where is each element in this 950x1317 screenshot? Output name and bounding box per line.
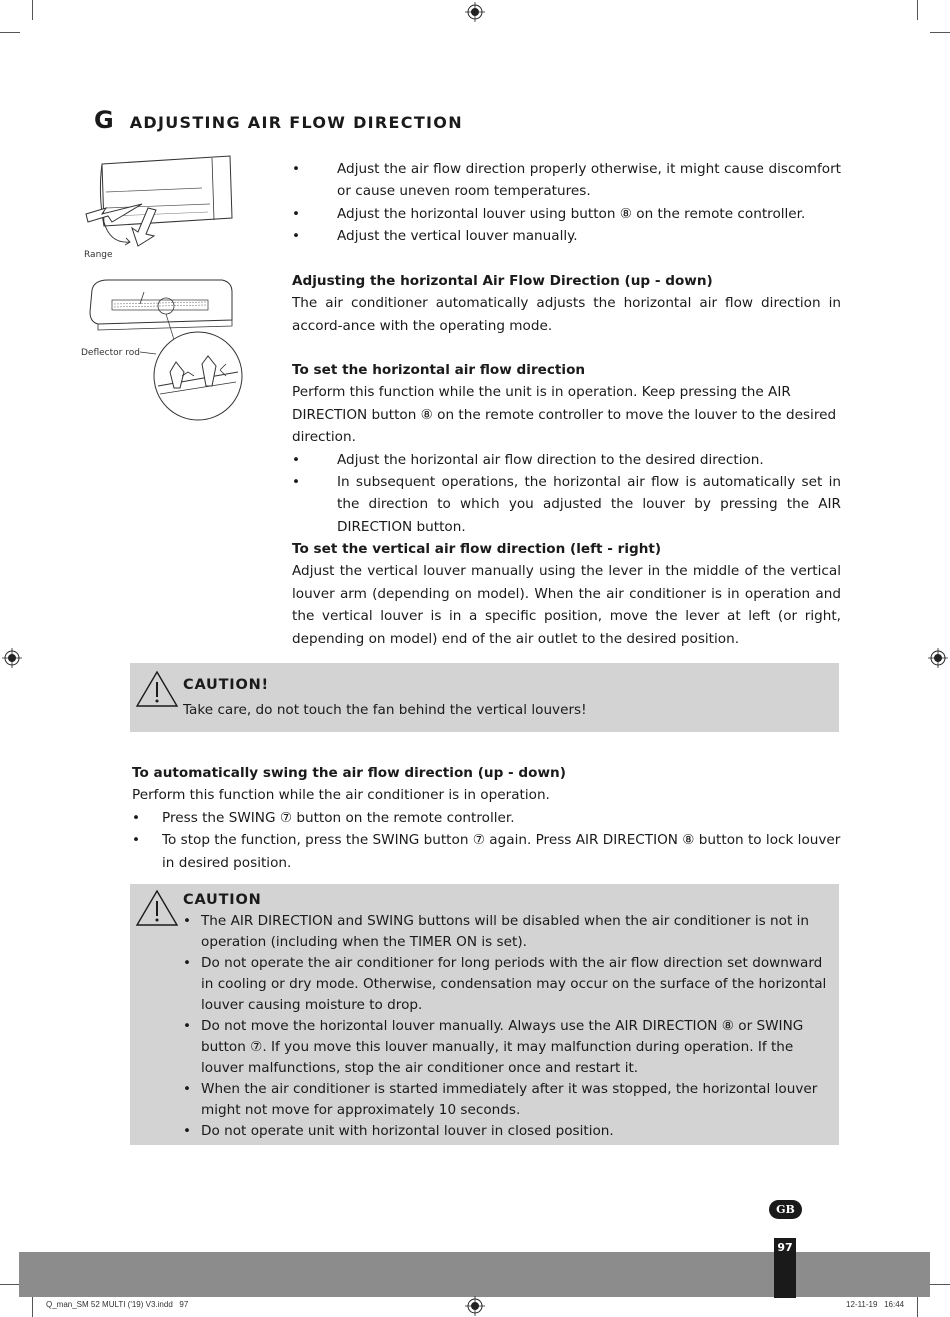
bullet-icon: • [132,832,141,849]
section-swing [132,762,841,874]
paragraph: Adjust the vertical louver manually using the lever in the middle of the vertical louver arm (depending on model). When the air conditioner is in operation and the vertical louver is in a specific position, move the lever at left (or right, depending on model) end of the air outlet to the desired position. [292,563,841,647]
paragraph: The air conditioner automatically adjusts the horizontal air flow direction in accord-ance with the operating mode. [292,295,841,334]
bullet-icon: • [132,809,141,826]
crop-mark [930,1284,950,1285]
file-name: Q_man_SM 52 MULTI ('19) V3.indd 97 [46,1300,189,1309]
caution-title: CAUTION [183,892,262,908]
warning-triangle-icon [135,889,179,927]
list-item: • Adjust the horizontal louver using button ⑧ on the remote controller. [292,203,841,225]
registration-mark-icon [928,648,948,668]
deflector-rod-label: Deflector rod [81,348,140,358]
language-badge: GB [769,1200,802,1219]
warning-triangle-icon [135,670,179,708]
page-number: 97 [777,1241,793,1254]
list-item: • When the air conditioner is started immediately after it was stopped, the horizontal louver might not move for approximately 10 seconds. [183,1079,833,1121]
list-item: • The AIR DIRECTION and SWING buttons will be disabled when the air conditioner is not in operation (including when the TIMER ON is set). [183,911,833,953]
range-label: Range [84,250,113,260]
crop-mark [917,0,918,20]
paragraph: Perform this function while the unit is in operation. Keep pressing the AIR DIRECTION button ⑧ on the remote controller to move the louver to the desired direction. [292,384,837,446]
subsection-title: Adjusting the horizontal Air Flow Direction (up - down) [292,273,713,289]
bullet-icon: • [292,228,301,245]
ac-unit-range-illustration [82,152,242,252]
intro-bullet-list [292,158,841,248]
list-item: • Press the SWING ⑦ button on the remote controller. [132,807,841,829]
subsection-title: To set the vertical air flow direction (left - right) [292,541,662,557]
caution-text: Take care, do not touch the fan behind the vertical louvers! [183,702,587,718]
bullet-icon: • [292,161,301,177]
crop-mark [930,32,950,33]
list-item: • Adjust the vertical louver manually. [292,225,841,247]
bullet-icon: • [292,205,301,222]
bullet-icon: • [183,1123,192,1139]
crop-mark [0,1284,20,1285]
list-item: • Do not operate unit with horizontal louver in closed position. [183,1121,833,1142]
crop-mark [32,1297,33,1317]
bullet-icon: • [183,1018,192,1034]
caution-title: CAUTION! [183,677,269,693]
deflector-rod-illustration [84,276,244,446]
registration-mark-icon [465,1296,485,1316]
page-number-tab [774,1238,796,1298]
bullet-icon: • [183,1081,192,1097]
page-title: ADJUSTING AIR FLOW DIRECTION [129,113,463,132]
section-heading [94,106,463,134]
list-item: • Adjust the air flow direction properly otherwise, it might cause discomfort or cause uneven room temperatures. [292,158,841,203]
registration-mark-icon [465,2,485,22]
list-item: • To stop the function, press the SWING button ⑦ again. Press AIR DIRECTION ⑧ button to lock louver in desired position. [132,829,841,874]
list-item: • Do not operate the air conditioner for long periods with the air flow direction set downward in cooling or dry mode. Otherwise, condensation may occur on the surface of the horizontal louver causing moisture to drop. [183,953,833,1016]
date-time: 12-11-19 16:44 [846,1300,905,1309]
bullet-icon: • [292,451,301,468]
bullet-icon: • [183,913,192,929]
paragraph: Perform this function while the air conditioner is in operation. [132,787,550,804]
caution-box [130,663,839,732]
list-item: • In subsequent operations, the horizontal air flow is automatically set in the direction to which you adjusted the louver by pressing the AIR DIRECTION button. [292,471,841,538]
section-horizontal [292,270,841,337]
crop-mark [917,1297,918,1317]
list-item: • Do not move the horizontal louver manually. Always use the AIR DIRECTION ⑧ or SWING button ⑦. If you move this louver manually, it may malfunction during operation. If the louver malfunctions, stop the air conditioner once and restart it. [183,1016,833,1079]
list-item: • Adjust the horizontal air flow direction to the desired direction. [292,449,841,471]
subsection-title: To set the horizontal air flow direction [292,362,586,378]
caution-box [130,884,839,1145]
registration-mark-icon [2,648,22,668]
section-set-vertical [292,538,841,650]
bullet-icon: • [183,955,192,971]
crop-mark [32,0,33,20]
caution-bullet-list [183,911,833,1142]
crop-mark [0,32,20,33]
subsection-title: To automatically swing the air flow direction (up - down) [132,765,566,781]
bullet-icon: • [292,474,301,491]
section-set-horizontal [292,359,841,538]
section-letter: G [94,106,114,134]
